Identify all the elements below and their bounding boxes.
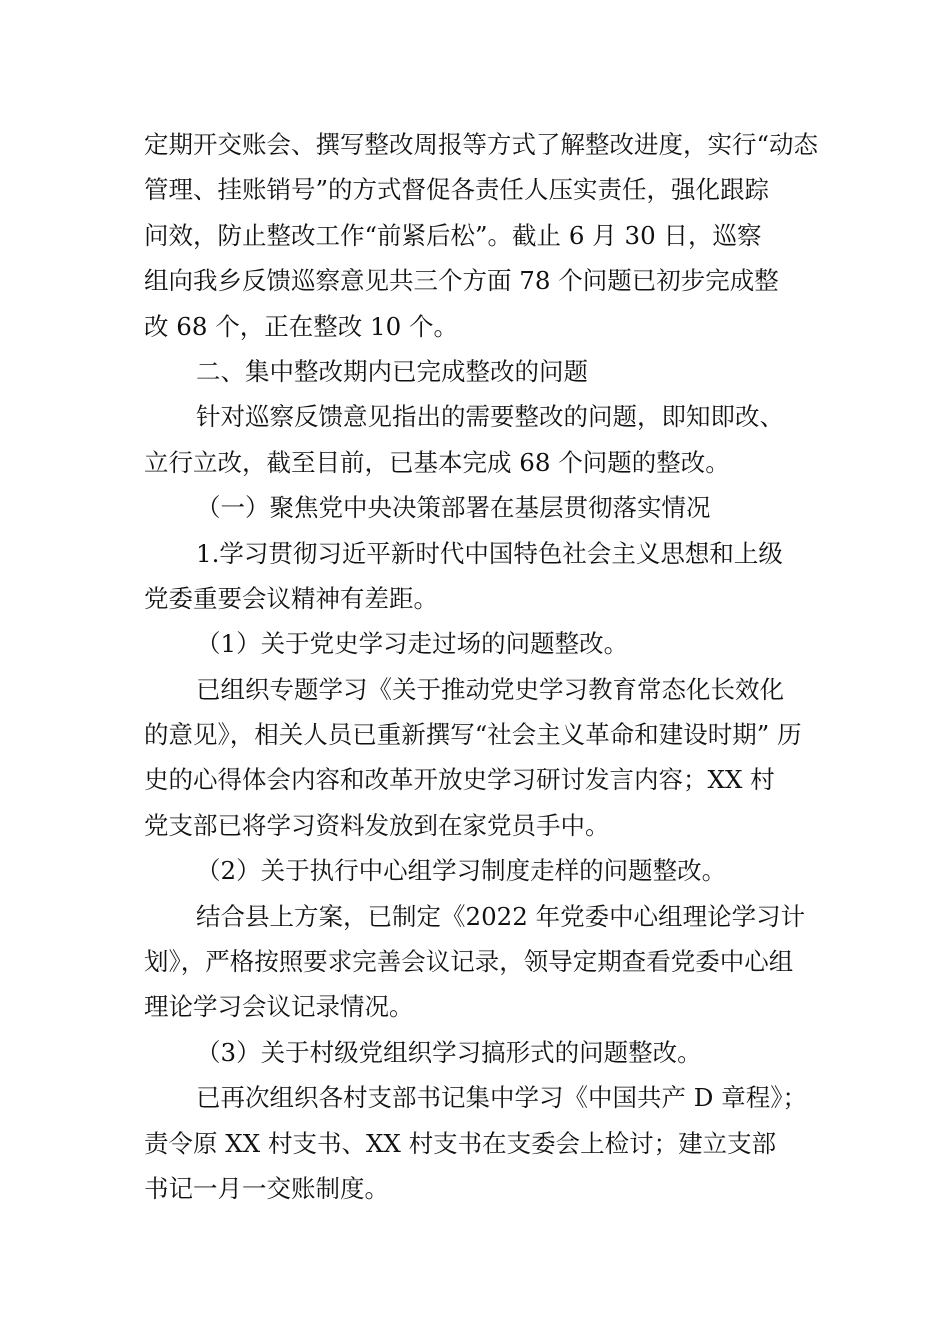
text-line: 已组织专题学习《关于推动党史学习教育常态化长效化 [196, 674, 784, 704]
document-body [144, 122, 819, 1211]
text-line: 书记一月一交账制度。 [144, 1173, 389, 1203]
text-line: 针对巡察反馈意见指出的需要整改的问题，即知即改、 [196, 402, 784, 432]
text-line: 理论学习会议记录情况。 [144, 992, 414, 1022]
item-heading: （2）关于执行中心组学习制度走样的问题整改。 [196, 856, 727, 886]
item-heading: （1）关于党史学习走过场的问题整改。 [196, 629, 629, 659]
text-line: 结合县上方案，已制定《2022 年党委中心组理论学习计 [196, 901, 806, 931]
text-line: 划》，严格按照要求完善会议记录，领导定期查看党委中心组 [144, 947, 794, 977]
text-line: 立行立改，截至目前，已基本完成 68 个问题的整改。 [144, 447, 730, 477]
item-heading: 1.学习贯彻习近平新时代中国特色社会主义思想和上级 [196, 538, 783, 568]
text-line: 问效，防止整改工作“前紧后松”。截止 6 月 30 日，巡察 [144, 220, 762, 250]
text-line: 管理、挂账销号”的方式督促各责任人压实责任，强化跟踪 [144, 175, 770, 205]
text-line: 改 68 个，正在整改 10 个。 [144, 311, 459, 341]
text-line: 党委重要会议精神有差距。 [144, 583, 438, 613]
text-line: 定期开交账会、撰写整改周报等方式了解整改进度，实行“动态 [144, 130, 819, 159]
text-line: 的意见》，相关人员已重新撰写“社会主义革命和建设时期” 历 [144, 720, 802, 750]
text-line: 已再次组织各村支部书记集中学习《中国共产 D 章程》； [196, 1083, 807, 1113]
section-heading: 二、集中整改期内已完成整改的问题 [196, 356, 588, 386]
subsection-heading: （一）聚焦党中央决策部署在基层贯彻落实情况 [196, 493, 711, 523]
item-heading: （3）关于村级党组织学习搞形式的问题整改。 [196, 1037, 702, 1067]
text-line: 责令原 XX 村支书、XX 村支书在支委会上检讨；建立支部 [144, 1128, 777, 1158]
text-line: 组向我乡反馈巡察意见共三个方面 78 个问题已初步完成整 [144, 266, 779, 296]
text-line: 史的心得体会内容和改革开放史学习研讨发言内容；XX 村 [144, 765, 775, 795]
text-line: 党支部已将学习资料发放到在家党员手中。 [144, 810, 610, 840]
